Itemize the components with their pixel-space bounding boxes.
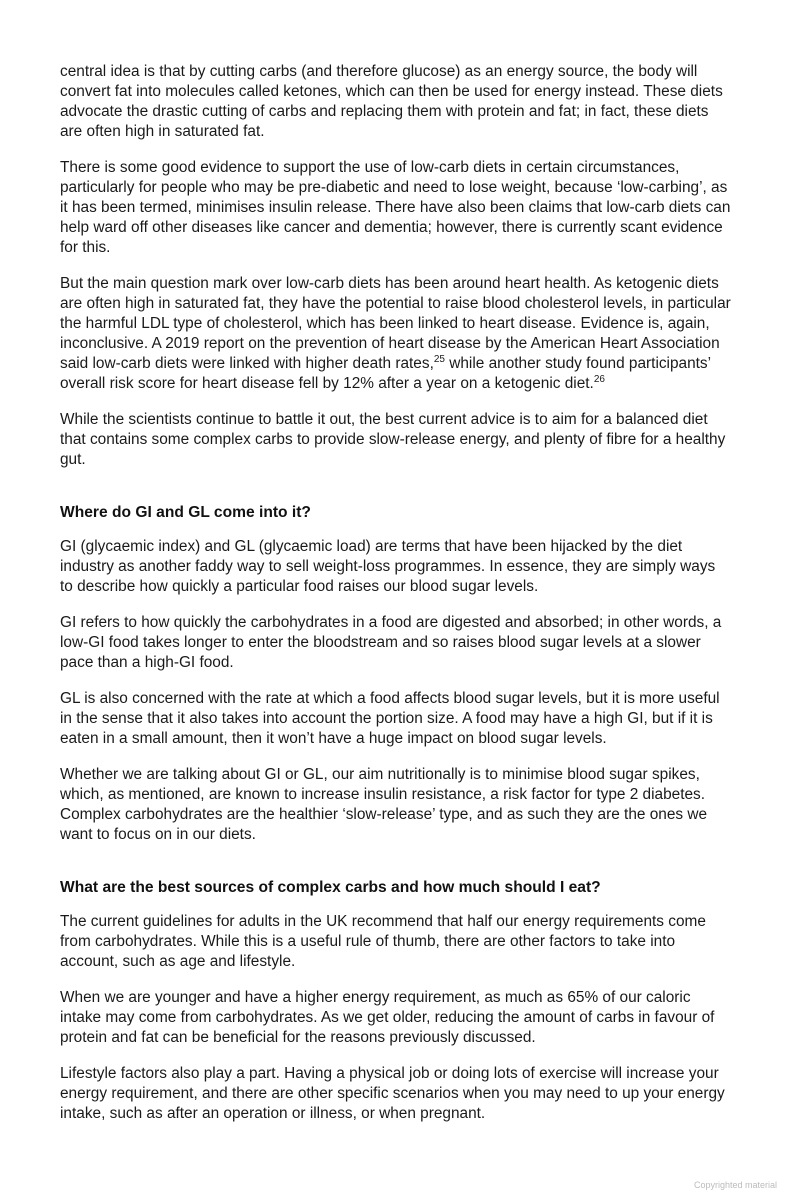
body-paragraph: When we are younger and have a higher energy requirement, as much as 65% of our caloric intake may come from carbohydrates. As we get older, reducing the amount of carbs in favour of protein and fat can be beneficial for the reasons previously discussed. (60, 989, 715, 1046)
body-paragraph: While the scientists continue to battle it out, the best current advice is to aim for a balanced diet that contains some complex carbs to provide slow-release energy, and plenty of fibre for a healthy gut. (60, 411, 726, 468)
section-heading: Where do GI and GL come into it? (60, 504, 311, 521)
footnote-reference: 25 (433, 353, 445, 365)
paragraph-text: while another study found participants’ overall risk score for heart disease fell by 12% after a year on a ketogenic diet. (60, 355, 711, 392)
body-paragraph: Lifestyle factors also play a part. Having a physical job or doing lots of exercise will increase your energy requirement, and there are other specific scenarios when you may need to up your energy intake, such as after an operation or illness, or when pregnant. (60, 1065, 725, 1122)
body-paragraph (60, 274, 732, 394)
paragraph-text: But the main question mark over low-carb diets has been around heart health. As ketogenic diets are often high in saturated fat, they have the potential to raise blood cholesterol levels, in particular the harmful LDL type of cholesterol, which has been linked to heart disease. Evidence is, again, inconclusive. A 2019 report on the prevention of heart disease by the American Heart Association said low-carb diets were linked with higher death rates, (60, 275, 731, 372)
section-heading: What are the best sources of complex carbs and how much should I eat? (60, 879, 601, 896)
footnote-reference: 26 (593, 373, 605, 385)
body-paragraph: GL is also concerned with the rate at which a food affects blood sugar levels, but it is more useful in the sense that it also takes into account the portion size. A food may have a high GI, but if it is eaten in a small amount, then it won’t have a huge impact on blood sugar levels. (60, 690, 720, 747)
body-paragraph: central idea is that by cutting carbs (and therefore glucose) as an energy source, the body will convert fat into molecules called ketones, which can then be used for energy instead. These diets advocate the drastic cutting of carbs and replacing them with protein and fat; in fact, these diets are often high in saturated fat. (60, 63, 723, 140)
body-paragraph: GI refers to how quickly the carbohydrates in a food are digested and absorbed; in other words, a low-GI food takes longer to enter the bloodstream and so raises blood sugar levels at a slower pace than a high-GI food. (60, 614, 722, 671)
body-paragraph: There is some good evidence to support the use of low-carb diets in certain circumstances, particularly for people who may be pre-diabetic and need to lose weight, because ‘low-carbing’, as it has been termed, minimises insulin release. There have also been claims that low-carb diets can help ward off other diseases like cancer and dementia; however, there is currently scant evidence for this. (60, 159, 731, 256)
body-paragraph: GI (glycaemic index) and GL (glycaemic load) are terms that have been hijacked by the diet industry as another faddy way to sell weight-loss programmes. In essence, they are simply ways to describe how quickly a particular food raises our blood sugar levels. (60, 538, 716, 595)
body-paragraph: The current guidelines for adults in the UK recommend that half our energy requirements come from carbohydrates. While this is a useful rule of thumb, there are other factors to take into account, such as age and lifestyle. (60, 913, 706, 970)
body-paragraph: Whether we are talking about GI or GL, our aim nutritionally is to minimise blood sugar spikes, which, as mentioned, are known to increase insulin resistance, a risk factor for type 2 diabetes. Complex carbohydrates are the healthier ‘slow-release’ type, and as such they are the ones we want to focus on in our diets. (60, 766, 708, 843)
copyright-watermark: Copyrighted material (693, 1180, 777, 1190)
page-body (60, 62, 732, 1140)
